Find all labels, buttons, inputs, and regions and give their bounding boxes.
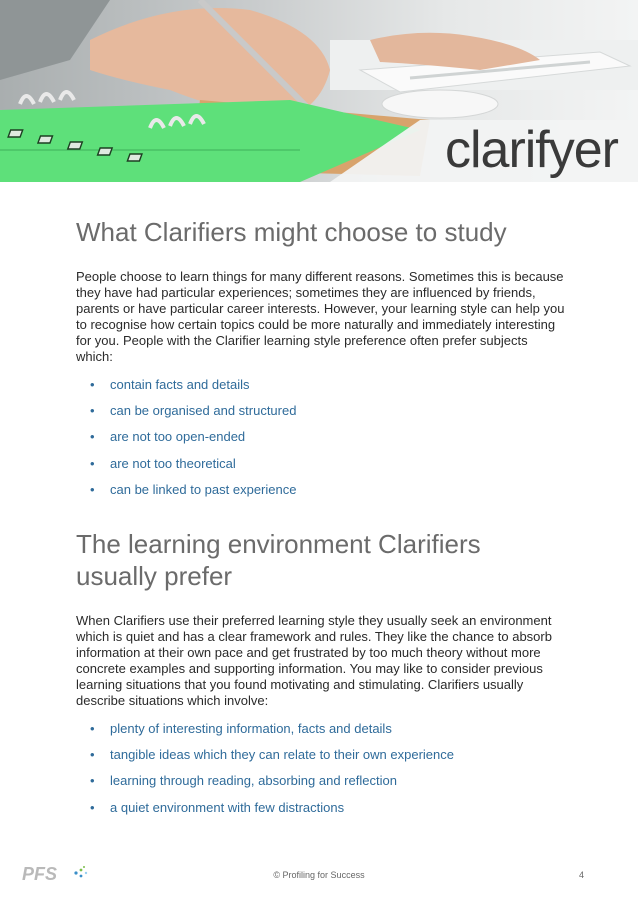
list-item: • learning through reading, absorbing and reflection	[90, 773, 397, 789]
page-footer	[0, 860, 638, 890]
section-paragraph: When Clarifiers use their preferred learning style they usually seek an environment which is quiet and has a clear framework and rules. They like the chance to absorb information at their own pace and get frustrated by too much theory without more concrete examples and supporting information. You may like to consider previous learning situations that you found motivating and stimulating. Clarifiers usually describe situations which involve:	[76, 613, 552, 708]
section-study-body	[76, 269, 566, 365]
header-photo	[0, 0, 638, 182]
section-environment	[76, 528, 566, 592]
section-paragraph: People choose to learn things for many different reasons. Sometimes this is because they have had particular experiences; sometimes they are influenced by friends, parents or have particular career interests. However, your learning style can help you to recognise how certain topics could be more naturally and immediately interesting for you. People with the Clarifier learning style preference often prefer subjects which:	[76, 269, 565, 364]
list-item: • a quiet environment with few distractions	[90, 799, 345, 815]
list-item: • tangible ideas which they can relate to their own experience	[90, 747, 454, 763]
study-bullet-list	[76, 377, 566, 508]
list-item: • contain facts and details	[90, 377, 250, 392]
svg-text:PFS: PFS	[22, 864, 58, 884]
section-heading: What Clarifiers might choose to study	[76, 217, 507, 247]
list-item: • can be organised and structured	[90, 403, 297, 419]
list-item: • are not too open-ended	[90, 429, 246, 445]
page-number: 4	[578, 870, 584, 880]
section-heading: The learning environment Clarifiers usually prefer	[76, 529, 481, 591]
list-item: • are not too theoretical	[90, 455, 236, 471]
copyright-text: © Profiling for Success	[273, 870, 365, 880]
brand-logotype: clarifyer	[444, 121, 618, 179]
list-item: • can be linked to past experience	[90, 481, 297, 497]
section-environment-body	[76, 613, 566, 709]
environment-bullet-list	[76, 721, 566, 826]
list-item: • plenty of interesting information, facts and details	[90, 721, 392, 736]
section-study	[76, 216, 566, 248]
